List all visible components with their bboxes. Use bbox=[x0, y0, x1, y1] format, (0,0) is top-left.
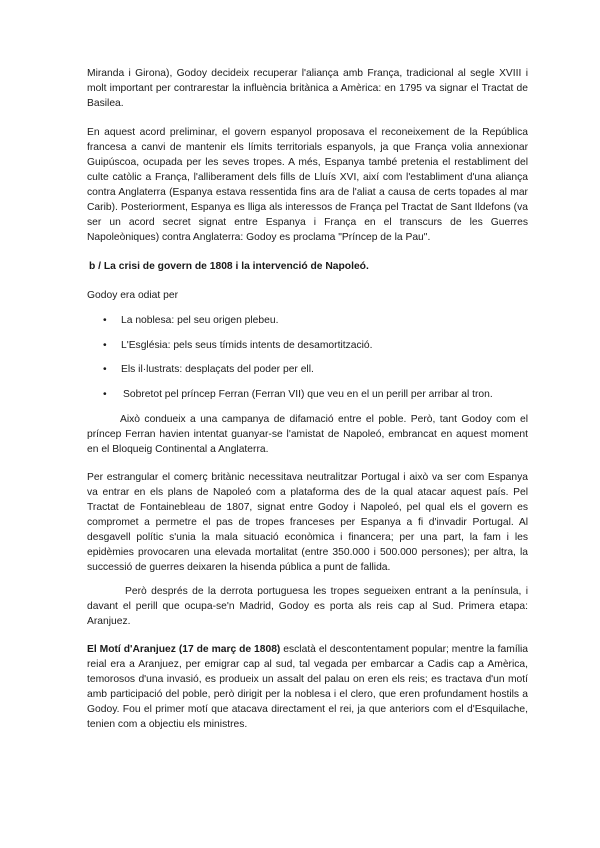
list-item-text: Sobretot pel príncep Ferran (Ferran VII) que veu en el un perill per arribar al tron. bbox=[123, 389, 493, 400]
bullet-icon: • bbox=[103, 315, 107, 326]
bullet-icon: • bbox=[103, 389, 107, 400]
bullet-icon: • bbox=[103, 340, 107, 351]
section-heading: b / La crisi de govern de 1808 i la intervenció de Napoleó. bbox=[89, 261, 369, 272]
paragraph-preliminary-agreement: En aquest acord preliminar, el govern espanyol proposava el reconeixement de la República francesa a canvi de mantenir els límits territorials espanyols, ja que França volia annexionar Guipúscoa, ocupada per les seves tropes. A més, Espanya també pretenia el restabliment del culte catòlic a França, l'alliberament dels fills de Lluís XVI, així com l'establiment d'una aliança contra Anglaterra (Espanya estava ressentida fins ara de l'aliat a causa de certs topades al mar Carib). Posteriorment, Espanya es lliga als interessos de França pel Tractat de Sant Ildefons (va ser un acord secret signat entre Espanya i França en el transcurs de les Guerres Napoleòniques) contra Anglaterra: Godoy es proclama "Príncep de la Pau". bbox=[87, 127, 528, 243]
paragraph-fontainebleau: Per estrangular el comerç britànic necessitava neutralitzar Portugal i això va ser com Espanya va entrar en els plans de Napoleó com a plataforma des de la qual atacar aquest país. Pel Tractat de Fontainebleau de 1807, signat entre Godoy i Napoleó, pel qual els el govern es compromet a permetre el pas de tropes franceses per Espanya a fi d'invadir Portugal. Al desgavell polític s'unia la mala situació econòmica i financera; per una part, la fam i les epidèmies provocaren una elevada mortalitat (entre 350.000 i 500.000 persones); per altra, la successió de guerres deixaren la hisenda pública a punt de fallida. bbox=[87, 472, 528, 573]
list-item-text: La noblesa: pel seu origen plebeu. bbox=[121, 315, 279, 326]
bullet-icon: • bbox=[103, 364, 107, 375]
paragraph-defamation-campaign: Això condueix a una campanya de difamació entre el poble. Però, tant Godoy com el príncep Ferran havien intentat guanyar-se l'amistat de Napoleó, embrancat en aquest moment en el Bloqueig Continental a Anglaterra. bbox=[87, 414, 528, 455]
aranjuez-text: esclatà el descontentament popular; mentre la família reial era a Aranjuez, per emigrar cap al sud, tal vegada per embarcar a Cadis cap a Amèrica, temorosos d'una invasió, es produeix un assalt del palau on eren els reis; es tractava d'un motí amb participació del poble, però dirigit per la noblesa i el clero, que eren profundament hostils a Godoy. Fou el primer motí que atacava directament el rei, ja que anteriors com el d'Esquilache, tenien com a objectiu els ministres. bbox=[87, 644, 528, 730]
paragraph-godoy-hated: Godoy era odiat per bbox=[87, 290, 179, 301]
list-item-text: L'Església: pels seus tímids intents de desamortització. bbox=[121, 340, 373, 351]
list-item-text: Els il·lustrats: desplaçats del poder per ell. bbox=[121, 364, 314, 375]
paragraph-treaty-basel: Miranda i Girona), Godoy decideix recuperar l'aliança amb França, tradicional al segle XVIII i molt important per contrarestar la influència britànica a Amèrica: en 1795 va signar el Tractat de Basilea. bbox=[87, 68, 528, 109]
paragraph-aranjuez-mutiny bbox=[87, 642, 528, 732]
aranjuez-title: El Motí d'Aranjuez (17 de març de 1808) bbox=[87, 644, 281, 655]
paragraph-portuguese-defeat: Però després de la derrota portuguesa les tropes segueixen entrant a la península, i davant el perill que ocupa-se'n Madrid, Godoy es porta als reis cap al Sud. Primera etapa: Aranjuez. bbox=[87, 586, 528, 627]
